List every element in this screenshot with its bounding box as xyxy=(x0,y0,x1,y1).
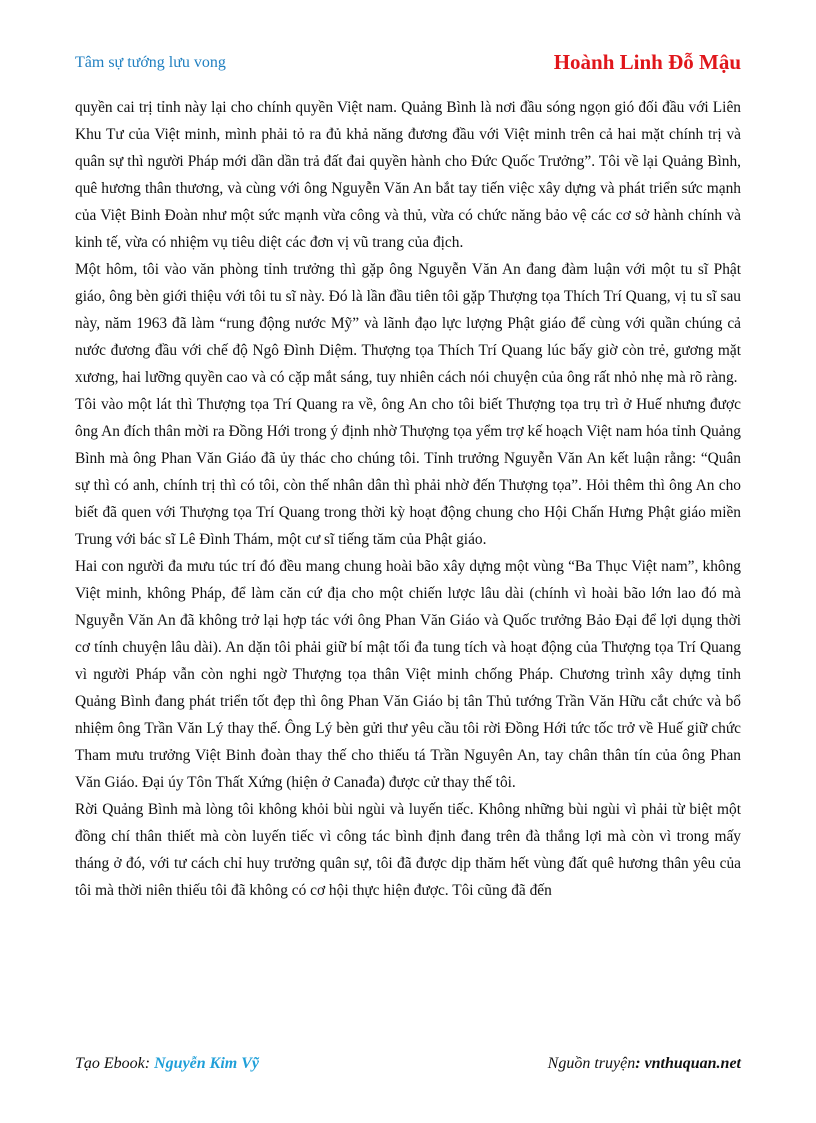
book-title: Tâm sự tướng lưu vong xyxy=(75,54,226,71)
source-credit xyxy=(548,1055,741,1073)
paragraph: quyền cai trị tỉnh này lại cho chính quyền Việt nam. Quảng Bình là nơi đầu sóng ngọn gió đối đầu với Liên Khu Tư của Việt minh, mình phải tỏ ra đủ khả năng đương đầu với Việt minh trên cả hai mặt chính trị và quân sự thì người Pháp mới dần dần trả đất đai quyền hành cho Đức Quốc Trưởng”. Tôi về lại Quảng Bình, quê hương thân thương, và cùng với ông Nguyễn Văn An bắt tay tiến việc xây dựng và phát triển sức mạnh của Việt Binh Đoàn như một sức mạnh vừa công và thủ, vừa có chức năng bảo vệ các cơ sở hành chính và kinh tế, vừa có nhiệm vụ tiêu diệt các đơn vị vũ trang của địch. xyxy=(75,99,741,251)
ebook-credit xyxy=(75,1055,259,1073)
page-header xyxy=(75,50,741,76)
page-footer xyxy=(75,1055,741,1077)
ebook-credit-label: Tạo Ebook xyxy=(75,1055,145,1072)
ebook-credit-separator: : xyxy=(144,1055,155,1072)
ebook-creator-name: Nguyễn Kim Vỹ xyxy=(154,1055,259,1072)
paragraph: Hai con người đa mưu túc trí đó đều mang chung hoài bão xây dựng một vùng “Ba Thục Việt nam”, không Việt minh, không Pháp, để làm căn cứ địa cho một chiến lược lâu dài (chính vì hoài bão lớn lao đó mà Nguyễn Văn An đã không trở lại hợp tác với ông Phan Văn Giáo và Quốc trưởng Bảo Đại để lợi dụng thời cơ tính chuyện lâu dài). An dặn tôi phải giữ bí mật tối đa tung tích và hoạt động của Thượng tọa Trí Quang vì người Pháp vẫn còn nghi ngờ Thượng tọa thân Việt minh chống Pháp. Chương trình xây dựng tỉnh Quảng Bình đang phát triển tốt đẹp thì ông Phan Văn Giáo bị tân Thủ tướng Trần Văn Hữu cắt chức và bổ nhiệm ông Trần Văn Lý thay thế. Ông Lý bèn gửi thư yêu cầu tôi rời Đồng Hới tức tốc trở về Huế giữ chức Tham mưu trưởng Việt Binh đoàn thay thế cho thiếu tá Trần Nguyên An, tay chân thân tín của ông Phan Văn Giáo. Đại úy Tôn Thất Xứng (hiện ở Canađa) được cử thay thế tôi. xyxy=(75,558,741,791)
paragraph: Một hôm, tôi vào văn phòng tỉnh trưởng thì gặp ông Nguyễn Văn An đang đàm luận với một tu sĩ Phật giáo, ông bèn giới thiệu với tôi tu sĩ này. Đó là lần đầu tiên tôi gặp Thượng tọa Thích Trí Quang, vị tu sĩ sau này, năm 1963 đã làm “rung động nước Mỹ” và lãnh đạo lực lượng Phật giáo để cùng với quần chúng cả nước đương đầu với chế độ Ngô Đình Diệm. Thượng tọa Thích Trí Quang lúc bấy giờ còn trẻ, gương mặt xương, hai lưỡng quyền cao và có cặp mắt sáng, tuy nhiên cách nói chuyện của ông rất nhỏ nhẹ mà rõ ràng. xyxy=(75,261,741,386)
document-body xyxy=(75,94,741,904)
paragraph: Rời Quảng Bình mà lòng tôi không khỏi bùi ngùi và luyến tiếc. Không những bùi ngùi vì phải từ biệt một đồng chí thân thiết mà còn luyến tiếc vì công tác bình định đang trên đà thắng lợi mà còn vì trong mấy tháng ở đó, với tư cách chỉ huy trưởng quân sự, tôi đã được dịp thăm hết vùng đất quê hương thân yêu của tôi mà thời niên thiếu tôi đã không có cơ hội thực hiện được. Tôi cũng đã đến xyxy=(75,801,741,899)
source-credit-label: Nguồn truyện xyxy=(547,1055,636,1072)
author-name: Hoành Linh Đỗ Mậu xyxy=(553,50,741,74)
source-credit-separator: : xyxy=(635,1055,645,1072)
paragraph: Tôi vào một lát thì Thượng tọa Trí Quang ra về, ông An cho tôi biết Thượng tọa trụ trì ở Huế nhưng được ông An đích thân mời ra Đồng Hới trong ý định nhờ Thượng tọa yểm trợ kế hoạch Việt nam hóa tỉnh Quảng Bình mà ông Phan Văn Giáo đã ủy thác cho chúng tôi. Tỉnh trưởng Nguyễn Văn An kết luận rằng: “Quân sự thì có anh, chính trị thì có tôi, còn thế nhân dân thì phải nhờ đến Thượng tọa”. Hỏi thêm thì ông An cho biết đã quen với Thượng tọa Trí Quang trong thời kỳ hoạt động chung cho Hội Chấn Hưng Phật giáo miền Trung với bác sĩ Lê Đình Thám, một cư sĩ tiếng tăm của Phật giáo. xyxy=(75,396,741,548)
source-site-name: vnthuquan.net xyxy=(644,1055,741,1072)
